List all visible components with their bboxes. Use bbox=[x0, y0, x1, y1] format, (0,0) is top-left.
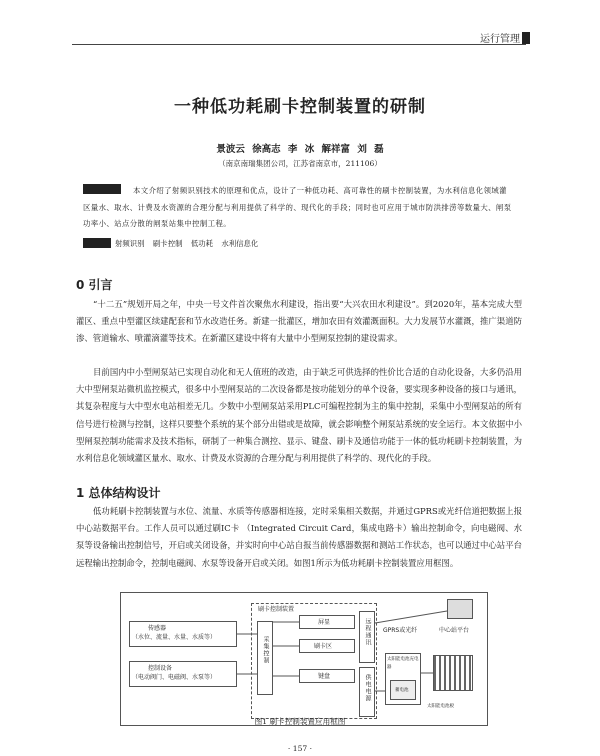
figure-caption: 图1 刷卡控制装置应用框图 bbox=[254, 717, 346, 726]
paper-title: 一种低功耗刷卡控制装置的研制 bbox=[174, 97, 426, 117]
solar-panel-label: 太阳能电池板 bbox=[427, 704, 454, 709]
section-tag: 运行管理 bbox=[480, 34, 520, 45]
section-heading-intro: 0 引言 bbox=[76, 278, 113, 292]
acquisition-box: 采集控制 bbox=[257, 621, 273, 695]
sensors-box: 传感器 （水位、流量、水量、水质等） bbox=[129, 621, 237, 647]
center-label: 中心站平台 bbox=[439, 627, 470, 634]
intro-paragraph-2: 目前国内中小型闸泵站已实现自动化和无人值班的改造，由于缺乏可供选择的性价比合适的自动化设备，大多仍沿用大中型闸泵站微机监控模式，很多中小型闸泵站的二次设备都是按功能划分的单个设备，要实现多种设备的接口与通讯，其复杂程度与大中型水电站相差无几。少数中小型闸泵站采用PLC可编程控制为主的集中控制，采集中小型闸泵站的所有信号进行检测与控制，这样只要整个系统的某个部分出错或是故障，就会影响整个闸泵站系统的安全运行。本文依据中小型闸泵控制功能需求及技术指标，研制了一种集合测控、显示、键盘、刷卡及通信功能于一体的低功耗刷卡控制装置，为水利信息化领域灌区量水、取水、计费及水资源的合理分配与利用提供了科学的、现代化的手段。 bbox=[76, 367, 522, 464]
device-dashed-frame: 刷卡控制装置 bbox=[251, 603, 377, 719]
control-devices-box: 控制设备 （电动阀门、电磁阀、水泵等） bbox=[129, 661, 237, 687]
section-block-icon bbox=[522, 32, 530, 44]
power-box: 供电电源 bbox=[359, 667, 375, 717]
screen-box: 屏显 bbox=[299, 615, 355, 629]
header-rule bbox=[72, 44, 526, 45]
card-area-box: 刷卡区 bbox=[299, 639, 355, 653]
affiliation: （南京南瑞集团公司，江苏省南京市，211106） bbox=[218, 159, 382, 168]
keywords: 射频识别 刷卡控制 低功耗 水利信息化 bbox=[115, 239, 259, 248]
comm-box: 远程通讯 bbox=[359, 611, 375, 663]
page-number: · 157 · bbox=[287, 744, 313, 753]
intro-paragraph-1: “十二五”规划开局之年，中央一号文件首次聚焦水利建设，指出要“大兴农田水利建设”。到2020年，基本完成大型灌区、重点中型灌区续建配套和节水改造任务。新建一批灌区，增加农田有效灌溉面积。大力发展节水灌溉，推广渠道防渗、管道输水、喷灌滴灌等技术。在新灌区建设中将有大量中小型闸泵控制的建设需求。 bbox=[76, 299, 522, 344]
battery-charger-box: 太阳能电池充电器 蓄电池 bbox=[385, 653, 421, 705]
gprs-label: GPRS或光纤 bbox=[383, 627, 418, 634]
authors: 景波云 徐高志 李 冰 解祥富 刘 磊 bbox=[216, 144, 384, 155]
storage-battery-icon: 蓄电池 bbox=[390, 680, 416, 700]
figure-1-diagram bbox=[120, 592, 488, 726]
section-heading-structure: 1 总体结构设计 bbox=[76, 486, 161, 500]
diagram-connectors bbox=[121, 593, 487, 725]
structure-paragraph-1: 低功耗刷卡控制装置与水位、流量、水质等传感器相连接，定时采集相关数据，并通过GPRS或光纤信道把数据上报中心站数据平台。工作人员可以通过刷IC卡 （Integrated Circuit Card，集成电路卡）输出控制命令，向电磁阀、水泵等设备输出控制信号，开启或关闭设备，并实时向中心站自报当前传感器数据和测站工作状态，也可以通过中心站平台远程输出控制命令，控制电磁阀、水泵等设备开启或关闭。如图1所示为低功耗刷卡控制装置应用框图。 bbox=[76, 506, 522, 568]
keyboard-box: 键盘 bbox=[299, 669, 355, 683]
abstract: 本文介绍了射频识别技术的原理和优点，设计了一种低功耗、高可靠性的刷卡控制装置，为水利信息化领域灌区量水、取水、计费及水资源的合理分配与利用提供了科学的、现代化的手段；同时也可应用于城市防洪排涝等数量大、闸泵功率小、站点分散的闸泵站集中控制工程。 bbox=[83, 186, 512, 228]
